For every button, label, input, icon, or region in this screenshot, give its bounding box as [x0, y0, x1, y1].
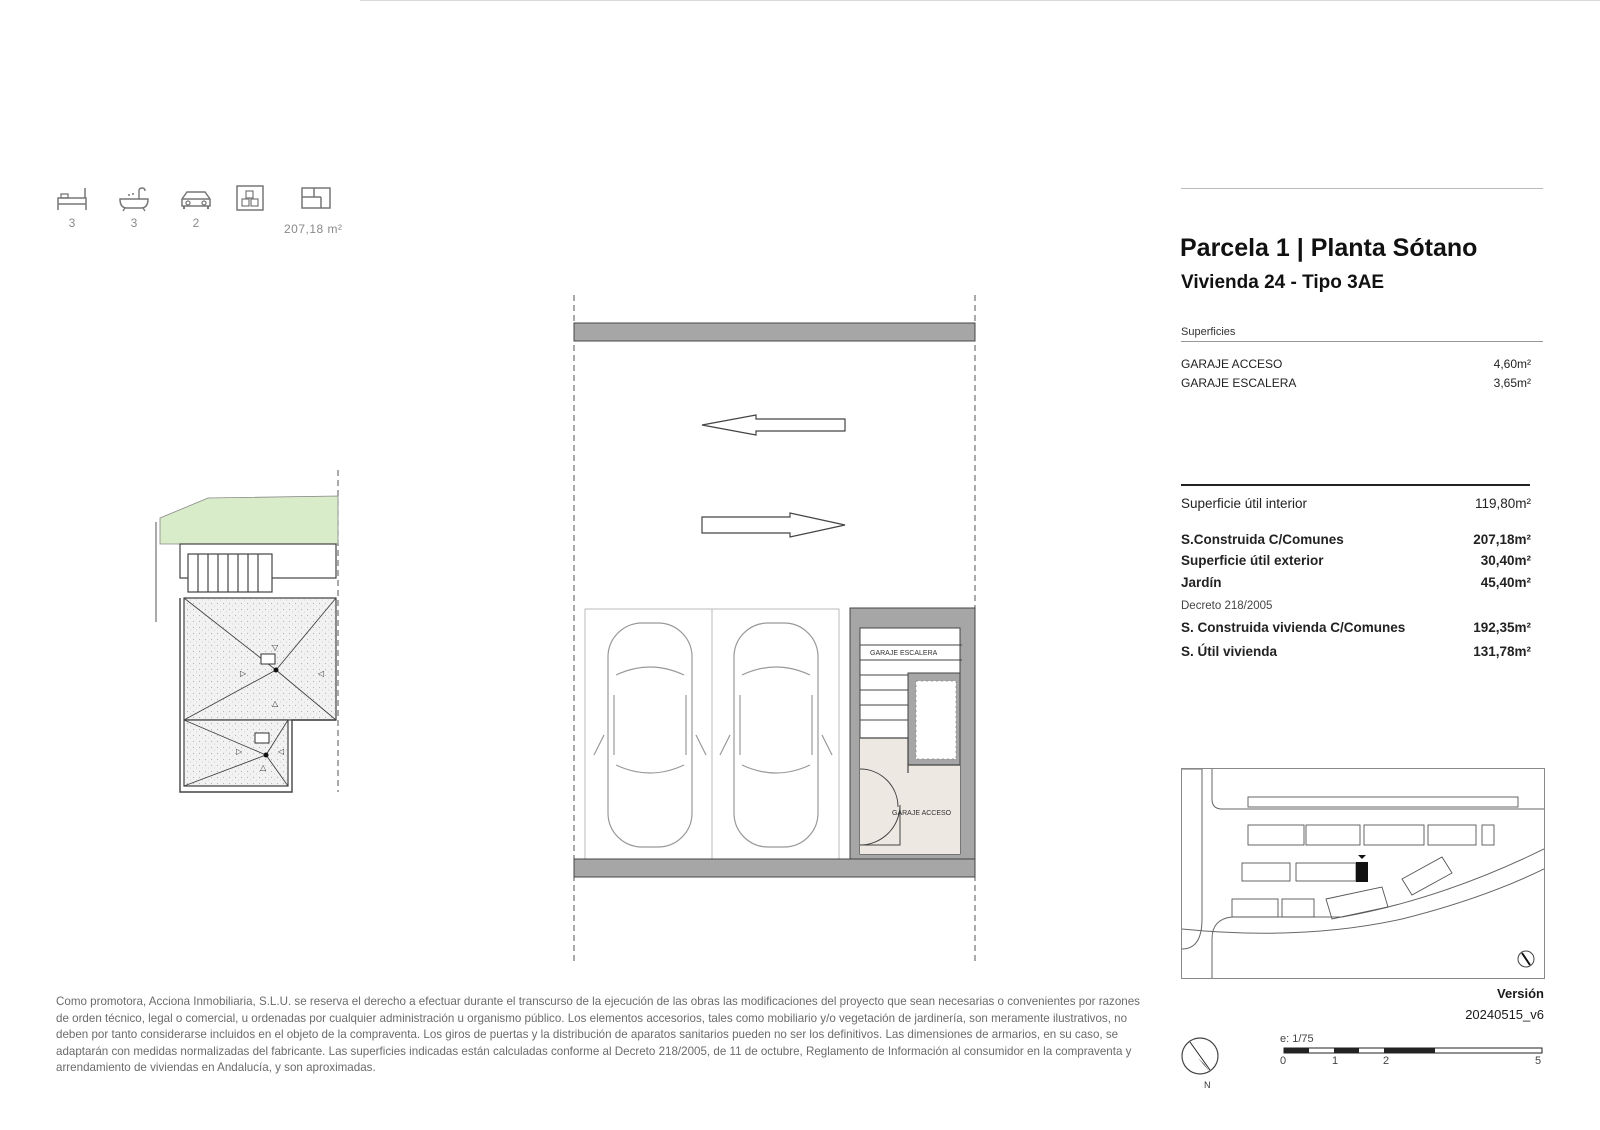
legal-disclaimer: Como promotora, Acciona Inmobiliaria, S.L.U. se reserva el derecho a efectuar durante el transcurso de la ejecución de las obras las modificaciones del proyecto que sean necesarias o convenientes por razones de orden técnico, legal o comercial, u ordenadas por cualquier administración u organismo público. Los elementos accesorios, tales como mobiliario y/o vegetación de jardinería, son meramente ilustrativos, no deben por tanto considerarse incluidos en el objeto de la compraventa. Los giros de puertas y la distribución de aparatos sanitarios pueden no ser los definitivos. Las dimensiones de armarios, en su caso, se adaptarán con medidas normalizadas del fabricante. Las superficies indicadas están calculadas conforme al Decreto 218/2005, de 11 de octubre, Reglamento de Información al consumidor en la compraventa y arrendamiento de viviendas en Andalucía, y son aproximadas.	[56, 995, 1140, 1075]
bathrooms-count: 3	[130, 216, 138, 230]
skylight-slats	[188, 554, 272, 592]
svg-text:△: △	[272, 699, 279, 708]
header-rule	[1181, 188, 1543, 189]
total-name: Jardín	[1181, 575, 1222, 590]
garage-access-label: GARAJE ACCESO	[892, 810, 952, 817]
scale-label: e: 1/75	[1280, 1033, 1314, 1045]
total-row	[1181, 553, 1531, 568]
decreto-label: Decreto 218/2005	[1181, 600, 1273, 612]
compass-north-label: N	[1204, 1080, 1211, 1090]
scale-tick-1: 1	[1332, 1055, 1339, 1067]
svg-text:△: △	[260, 763, 267, 772]
svg-text:◁: ◁	[278, 747, 285, 756]
version-label: Versión	[1497, 986, 1544, 1001]
page-subtitle: Vivienda 24 - Tipo 3AE	[1181, 272, 1385, 293]
bathtub-icon	[117, 184, 151, 212]
room-row	[1181, 376, 1531, 390]
room-name: GARAJE ESCALERA	[1181, 376, 1297, 390]
superficies-rule	[1181, 341, 1543, 342]
parking-feature	[176, 184, 216, 230]
total-row	[1181, 532, 1531, 547]
decreto-name: S. Útil vivienda	[1181, 644, 1278, 659]
scale-tick-5: 5	[1535, 1055, 1542, 1067]
room-name: GARAJE ACCESO	[1181, 357, 1283, 371]
car-icon	[179, 184, 213, 212]
total-row	[1181, 496, 1531, 511]
bed-icon	[55, 184, 89, 212]
decreto-value: 131,78m²	[1473, 644, 1531, 659]
garage-stair-label: GARAJE ESCALERA	[870, 650, 938, 657]
decreto-value: 192,35m²	[1473, 620, 1531, 635]
decreto-name: S. Construida vivienda C/Comunes	[1181, 620, 1406, 635]
room-row	[1181, 357, 1531, 371]
room-value: 4,60m²	[1493, 357, 1531, 371]
bedrooms-count: 3	[68, 216, 76, 230]
bathrooms-feature	[114, 184, 154, 230]
totals-rule	[1181, 484, 1530, 486]
total-name: Superficie útil interior	[1181, 496, 1308, 511]
total-name: S.Construida C/Comunes	[1181, 532, 1344, 547]
bottom-wall	[574, 859, 975, 877]
top-wall	[574, 323, 975, 341]
roof-plan	[150, 470, 350, 800]
total-value: 30,40m²	[1480, 553, 1531, 568]
total-value: 45,40m²	[1480, 575, 1531, 590]
svg-text:▷: ▷	[236, 747, 243, 756]
total-value: 207,18m²	[1473, 532, 1531, 547]
scale-bar	[1283, 1046, 1545, 1056]
floorplan-feature	[296, 184, 336, 212]
scale-tick-2: 2	[1383, 1055, 1390, 1067]
basement-plan	[570, 295, 980, 965]
parking-count: 2	[192, 216, 200, 230]
storage-feature	[230, 184, 270, 212]
superficies-label: Superficies	[1181, 326, 1236, 338]
decreto-row	[1181, 644, 1531, 659]
page-title: Parcela 1 | Planta Sótano	[1180, 234, 1478, 262]
total-value: 119,80m²	[1474, 496, 1531, 511]
decreto-row	[1181, 620, 1531, 635]
svg-text:◁: ◁	[318, 669, 325, 678]
circulation-arrow-right	[702, 513, 845, 537]
site-location-map	[1181, 768, 1545, 979]
storage-icon	[233, 184, 267, 212]
unit-marker	[1356, 862, 1368, 882]
room-value: 3,65m²	[1493, 376, 1531, 390]
total-area: 207,18 m²	[284, 222, 343, 236]
svg-text:▽: ▽	[272, 643, 279, 652]
svg-text:▷: ▷	[240, 669, 247, 678]
circulation-arrow-left	[702, 415, 845, 435]
compass-icon	[1180, 1036, 1220, 1092]
garden-area	[160, 496, 338, 544]
floorplan-icon	[299, 184, 333, 212]
version-value: 20240515_v6	[1465, 1007, 1544, 1022]
bedrooms-feature	[52, 184, 92, 230]
total-name: Superficie útil exterior	[1181, 553, 1324, 568]
scale-tick-0: 0	[1280, 1055, 1287, 1067]
total-row	[1181, 575, 1531, 590]
top-divider	[360, 0, 1600, 1]
